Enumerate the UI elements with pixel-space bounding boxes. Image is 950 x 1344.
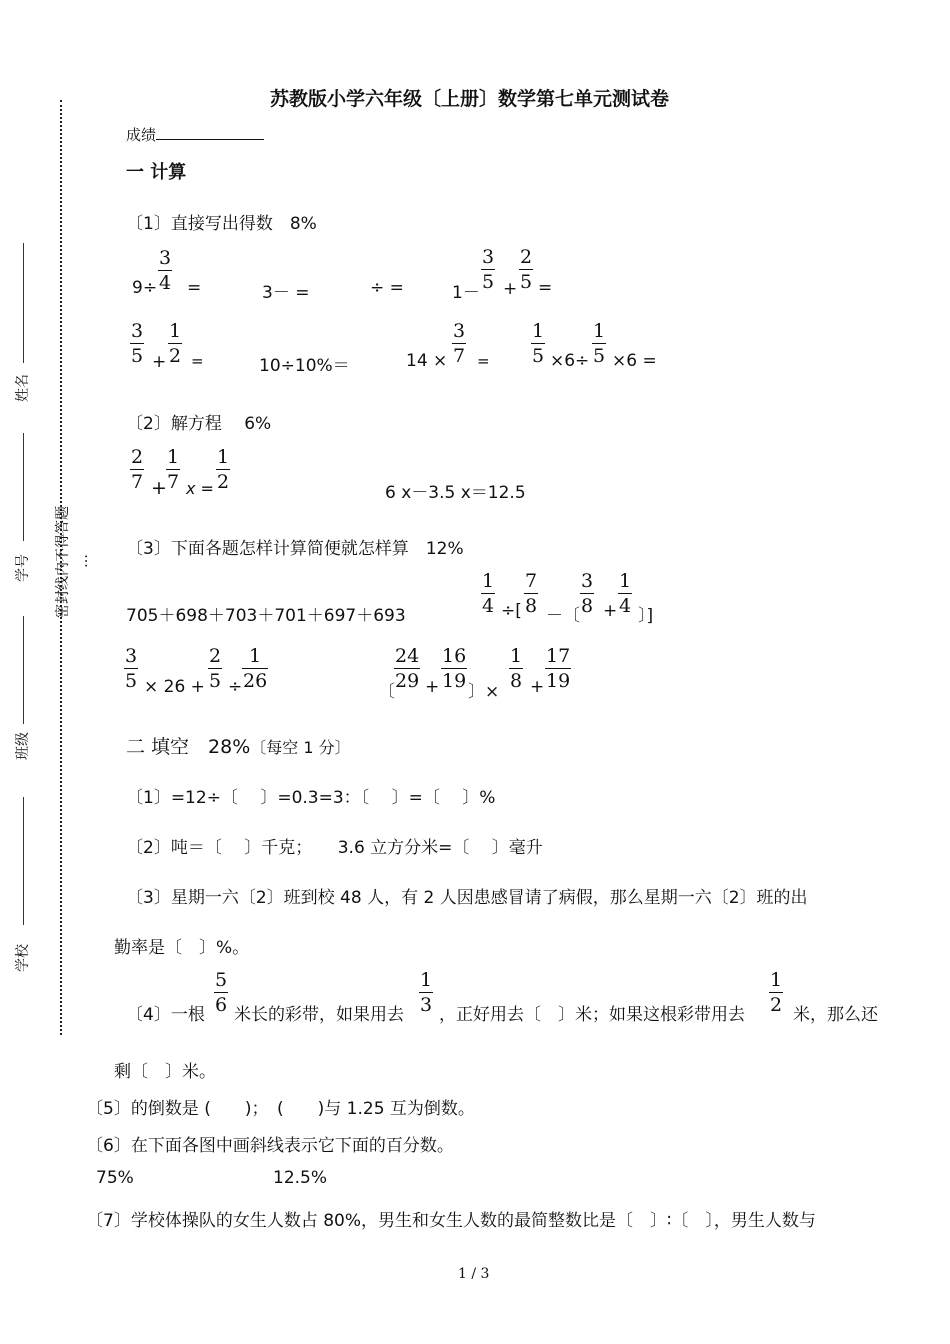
q1-label: 〔1〕直接写出得数 8% bbox=[126, 214, 317, 234]
fraction bbox=[130, 446, 144, 493]
fraction-bar bbox=[394, 668, 420, 669]
name-write-line bbox=[23, 243, 24, 363]
fill-q3-line2: 勤率是〔 〕%。 bbox=[114, 938, 250, 958]
section2-heading bbox=[126, 732, 351, 759]
fraction-denominator: 2 bbox=[770, 994, 783, 1016]
fill-q6-percent-2: 12.5% bbox=[273, 1168, 328, 1188]
fraction-numerator: 1 bbox=[217, 446, 230, 468]
fraction-denominator: 5 bbox=[520, 271, 533, 293]
fraction-bar bbox=[441, 668, 467, 669]
fill-q2: 〔2〕吨＝〔 〕千克； 3.6 立方分米=〔 〕毫升 bbox=[126, 838, 543, 858]
name-label: 姓名 bbox=[15, 374, 31, 402]
fraction-denominator: 7 bbox=[131, 471, 144, 493]
student-no-write-line bbox=[23, 433, 24, 541]
fraction-numerator: 24 bbox=[395, 645, 420, 667]
section2-heading-main: 二 填空 28% bbox=[126, 736, 251, 758]
fill-q4-part2: 米长的彩带，如果用去 bbox=[234, 1005, 404, 1025]
fraction-denominator: 7 bbox=[167, 471, 180, 493]
fraction bbox=[592, 320, 606, 367]
expr-text: －〔 bbox=[546, 606, 580, 626]
fraction-bar bbox=[481, 593, 495, 594]
fraction bbox=[441, 645, 467, 692]
fraction bbox=[519, 246, 533, 293]
fraction bbox=[130, 320, 144, 367]
fraction bbox=[214, 969, 228, 1016]
fraction-denominator: 2 bbox=[217, 471, 230, 493]
fraction-bar bbox=[481, 269, 495, 270]
fill-q6-percent-1: 75% bbox=[96, 1168, 134, 1188]
fraction-bar bbox=[524, 593, 538, 594]
fraction-numerator: 2 bbox=[131, 446, 144, 468]
fraction-numerator: 1 bbox=[593, 320, 606, 342]
fraction-denominator: 2 bbox=[169, 345, 182, 367]
q2-label: 〔2〕解方程 6% bbox=[126, 414, 272, 434]
q3-label: 〔3〕下面各题怎样计算简便就怎样算 12% bbox=[126, 539, 464, 559]
fraction bbox=[216, 446, 230, 493]
expr-text: × 26 + bbox=[144, 677, 205, 697]
section1-heading: 一 计算 bbox=[126, 162, 187, 183]
fraction-numerator: 1 bbox=[532, 320, 545, 342]
expr-text: 14 × bbox=[406, 351, 448, 371]
expr-text: = bbox=[187, 278, 202, 298]
fraction bbox=[580, 570, 594, 617]
fraction-numerator: 3 bbox=[131, 320, 144, 342]
fraction-numerator: 2 bbox=[209, 645, 222, 667]
student-no-label: 学号 bbox=[15, 554, 31, 582]
expr-text: ÷[ bbox=[501, 601, 522, 621]
fraction bbox=[524, 570, 538, 617]
page-number: 1 / 3 bbox=[458, 1266, 490, 1282]
fraction-numerator: 7 bbox=[525, 570, 538, 592]
expr-text: 705＋698＋703＋701＋697＋693 bbox=[126, 606, 406, 626]
fraction-numerator: 3 bbox=[482, 246, 495, 268]
fraction-bar bbox=[130, 343, 144, 344]
expr-text: + bbox=[530, 677, 545, 697]
fraction bbox=[481, 246, 495, 293]
score-line bbox=[126, 123, 264, 145]
class-write-line bbox=[23, 616, 24, 724]
fraction-numerator: 1 bbox=[167, 446, 180, 468]
fraction-denominator: 5 bbox=[131, 345, 144, 367]
fraction-denominator: 8 bbox=[525, 595, 538, 617]
fraction bbox=[618, 570, 632, 617]
fraction-bar bbox=[158, 270, 172, 271]
fill-q7: 〔7〕学校体操队的女生人数占 80%，男生和女生人数的最简整数比是〔 〕∶〔 〕，男生人数与 bbox=[86, 1211, 816, 1231]
fraction-bar bbox=[242, 668, 268, 669]
expr-text: 〔 bbox=[378, 682, 395, 702]
fraction-numerator: 2 bbox=[520, 246, 533, 268]
sealing-dots: … bbox=[75, 554, 91, 568]
fraction bbox=[208, 645, 222, 692]
fraction-numerator: 3 bbox=[581, 570, 594, 592]
fraction bbox=[394, 645, 420, 692]
expr-text: + bbox=[503, 279, 518, 299]
school-write-line bbox=[23, 797, 24, 925]
fraction bbox=[481, 570, 495, 617]
fraction-bar bbox=[419, 992, 433, 993]
expr-text: 9÷ bbox=[132, 278, 158, 298]
expr-text: ×6÷ bbox=[550, 351, 590, 371]
fill-q5: 〔5〕的倒数是 ( )； ( )与 1.25 互为倒数。 bbox=[86, 1099, 475, 1119]
school-label: 学校 bbox=[15, 944, 31, 972]
fraction-numerator: 1 bbox=[770, 969, 783, 991]
fraction-numerator: 3 bbox=[453, 320, 466, 342]
fraction-denominator: 4 bbox=[482, 595, 495, 617]
fraction-denominator: 5 bbox=[532, 345, 545, 367]
expr-text: 3－ = bbox=[262, 283, 310, 303]
page-title: 苏教版小学六年级〔上册〕数学第七单元测试卷 bbox=[270, 88, 670, 110]
fraction-denominator: 3 bbox=[420, 994, 433, 1016]
fraction-bar bbox=[216, 469, 230, 470]
class-label: 班级 bbox=[15, 732, 31, 760]
fraction-denominator: 7 bbox=[453, 345, 466, 367]
fill-q6: 〔6〕在下面各图中画斜线表示它下面的百分数。 bbox=[86, 1136, 454, 1156]
expr-text: ÷ bbox=[228, 677, 243, 697]
expr-text: 10÷10%＝ bbox=[259, 356, 350, 376]
expr-text: + bbox=[425, 677, 440, 697]
fraction-numerator: 1 bbox=[420, 969, 433, 991]
expr-text: ÷ = bbox=[370, 278, 404, 298]
fraction-numerator: 17 bbox=[546, 645, 571, 667]
expr-text: 1－ bbox=[452, 283, 480, 303]
fill-q4-part3: ，正好用去〔 〕米；如果这根彩带用去 bbox=[439, 1005, 745, 1025]
fraction-numerator: 16 bbox=[442, 645, 467, 667]
fraction-bar bbox=[592, 343, 606, 344]
fraction-bar bbox=[214, 992, 228, 993]
fill-q4-line2: 剩〔 〕米。 bbox=[114, 1062, 216, 1082]
expr-text: + bbox=[603, 601, 618, 621]
fill-q1: 〔1〕=12÷〔 〕=0.3=3：〔 〕=〔 〕% bbox=[126, 788, 496, 808]
fraction-bar bbox=[519, 269, 533, 270]
fraction bbox=[168, 320, 182, 367]
fraction-denominator: 6 bbox=[215, 994, 228, 1016]
fraction-denominator: 19 bbox=[442, 670, 467, 692]
fraction-bar bbox=[208, 668, 222, 669]
expr-text: = bbox=[191, 352, 204, 370]
fraction-denominator: 5 bbox=[125, 670, 138, 692]
fill-q4-part1: 〔4〕一根 bbox=[126, 1005, 205, 1025]
fraction-numerator: 1 bbox=[510, 645, 523, 667]
fraction-denominator: 8 bbox=[510, 670, 523, 692]
fraction-numerator: 3 bbox=[159, 247, 172, 269]
fraction bbox=[769, 969, 783, 1016]
fraction-bar bbox=[618, 593, 632, 594]
fill-q3-line1: 〔3〕星期一六〔2〕班到校 48 人，有 2 人因患感冒请了病假，那么星期一六〔2〕班的出 bbox=[126, 888, 808, 908]
expr-text: 〕] bbox=[638, 606, 654, 626]
fraction bbox=[124, 645, 138, 692]
fraction-numerator: 1 bbox=[619, 570, 632, 592]
fraction-bar bbox=[580, 593, 594, 594]
equation-2: 6 x－3.5 x＝12.5 bbox=[385, 483, 526, 503]
fraction-bar bbox=[452, 343, 466, 344]
fraction bbox=[545, 645, 571, 692]
fraction-denominator: 5 bbox=[593, 345, 606, 367]
fraction bbox=[419, 969, 433, 1016]
fraction-bar bbox=[124, 668, 138, 669]
fraction-denominator: 5 bbox=[482, 271, 495, 293]
expr-text: ×6 = bbox=[612, 351, 657, 371]
fraction bbox=[452, 320, 466, 367]
fraction-bar bbox=[509, 668, 523, 669]
fill-q4-part4: 米，那么还 bbox=[793, 1005, 878, 1025]
expr-text: + bbox=[152, 352, 167, 372]
score-blank bbox=[156, 123, 264, 140]
fraction-numerator: 1 bbox=[169, 320, 182, 342]
expr-text: = bbox=[538, 278, 553, 298]
fraction bbox=[531, 320, 545, 367]
fraction-numerator: 1 bbox=[482, 570, 495, 592]
fraction-denominator: 19 bbox=[546, 670, 571, 692]
fraction-bar bbox=[769, 992, 783, 993]
score-label: 成绩 bbox=[126, 126, 157, 144]
fraction-bar bbox=[168, 343, 182, 344]
expr-text: x = bbox=[186, 479, 214, 498]
fraction-numerator: 3 bbox=[125, 645, 138, 667]
fraction-denominator: 26 bbox=[243, 670, 268, 692]
fraction bbox=[166, 446, 180, 493]
fraction-denominator: 29 bbox=[395, 670, 420, 692]
fraction-denominator: 4 bbox=[159, 272, 172, 294]
fraction-numerator: 1 bbox=[249, 645, 262, 667]
section2-heading-note: 〔每空 1 分〕 bbox=[250, 738, 351, 757]
expr-text: 〕× bbox=[468, 682, 500, 702]
fraction-bar bbox=[545, 668, 571, 669]
fraction-denominator: 5 bbox=[209, 670, 222, 692]
expr-text: + bbox=[151, 477, 167, 499]
fraction-denominator: 4 bbox=[619, 595, 632, 617]
fraction-bar bbox=[531, 343, 545, 344]
fraction bbox=[509, 645, 523, 692]
fraction bbox=[242, 645, 268, 692]
fraction-bar bbox=[130, 469, 144, 470]
expr-text: = bbox=[477, 352, 490, 370]
fraction-numerator: 5 bbox=[215, 969, 228, 991]
fraction-denominator: 8 bbox=[581, 595, 594, 617]
fraction bbox=[158, 247, 172, 294]
sealing-line-text: 密封线内不得答题 bbox=[55, 506, 71, 618]
fraction-bar bbox=[166, 469, 180, 470]
